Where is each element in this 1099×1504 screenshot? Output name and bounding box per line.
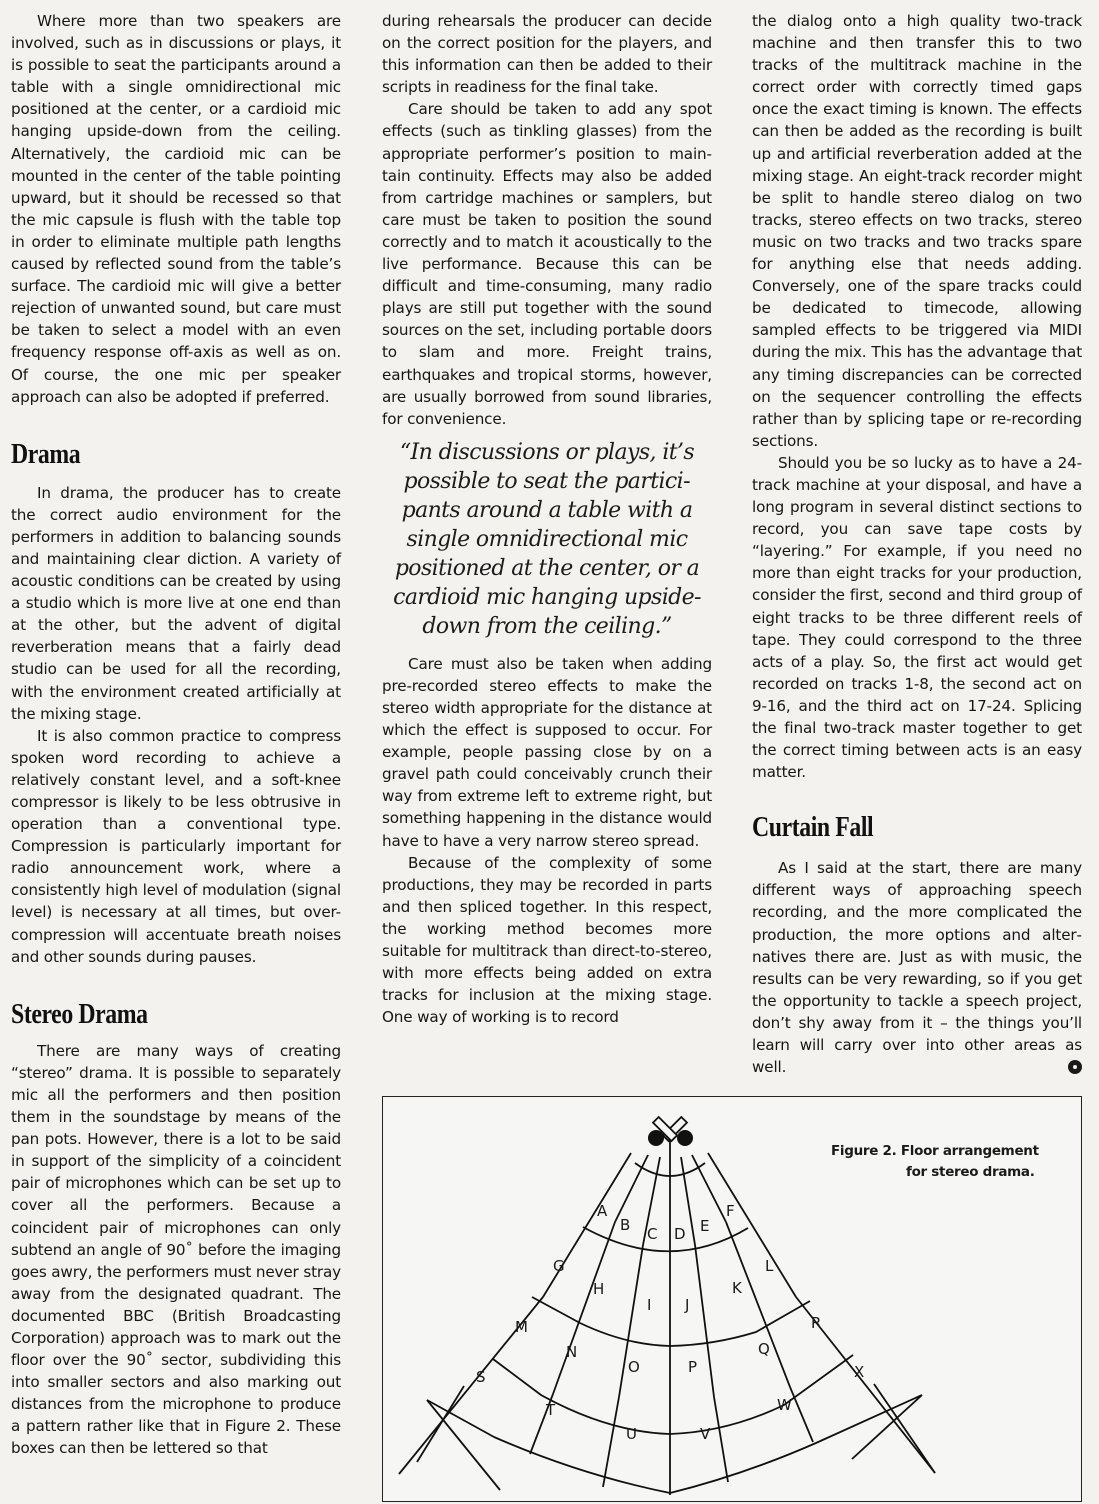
heading-stereo-drama: Stereo Drama [11, 997, 148, 1030]
zone-i: I [647, 1296, 652, 1314]
figure-floor-arrangement [382, 1096, 1082, 1502]
paragraph: the dialog onto a high quality two-track machine and then transfer this to two tracks of the multitrack machine in the correct order with correctly timed gaps once the exact timing is known. The effects can then be added as the recording is built up and artificial reverberation added at the mixing stage. An eight-track recorder might be split to handle stereo dialog on two tracks, stereo effects on two tracks, stereo music on two tracks and two tracks spare for anything else that needs adding. Conversely, one of the spare tracks could be dedicated to timecode, allowing sampled effects to be triggered via MIDI during the mix. This has the advantage that any timing discrepancies can be corrected on the sequencer controlling the effects rather than by splicing tape or re-recording sections. [752, 12, 1082, 450]
paragraph: It is also common practice to compress spoken word recording to achieve a relatively constant level, and a soft-knee compressor is likely to be less obtrusive in operation than a conventional type. Compression is particularly important for radio announcement work, where a consistently high level of modulation (signal level) is necessary at all times, but over-compression will accentuate breath noises and other sounds during pauses. [11, 726, 341, 966]
pull-quote: “In discussions or plays, it’s possible to seat the participants around a table with a single omnidirectional mic positioned at the center, or a cardioid mic hanging upside-down from the ceiling.” [393, 439, 701, 639]
zone-f: F [726, 1202, 735, 1220]
caption-line-2: for stereo drama. [906, 1164, 1035, 1180]
zone-p: P [688, 1358, 698, 1376]
zone-t: T [546, 1401, 556, 1419]
sector-grid [399, 1139, 935, 1495]
zone-c: C [647, 1225, 658, 1243]
zone-d: D [674, 1225, 686, 1243]
column-3 [752, 10, 1082, 1078]
zone-b: B [620, 1216, 631, 1234]
zone-g: G [553, 1257, 565, 1275]
zone-k: K [732, 1279, 742, 1297]
paragraph: Because of the complexity of some productions, they may be recorded in parts and then spliced together. In this respect, the working method becomes more suitable for multitrack than direct-to-stereo, with more effects being added on extra tracks for inclusion at the mixing stage. One way of working is to record [382, 853, 712, 1027]
zone-r: R [811, 1314, 822, 1332]
zone-m: M [515, 1318, 528, 1336]
zone-w: W [777, 1396, 792, 1414]
paragraph: Care should be taken to add any spot effects (such as tinkling glasses) from the appropriate performer’s position to maintain continuity. Effects may also be added from cartridge machines or samplers, but care must be taken to position the sound correctly and to match it acoustically to the live performance. Because this can be difficult and time-consuming, many radio plays are still put together with the sound sources on the set, including portable doors to slam and more. Freight trains, earthquakes and tropical storms, however, are usually borrowed from sound libraries, for convenience. [382, 100, 712, 428]
end-mark-icon [1068, 1060, 1082, 1074]
zone-j: J [685, 1296, 690, 1314]
column-2 [382, 10, 712, 1028]
caption-line-1: Figure 2. Floor arrangement [831, 1143, 1039, 1159]
zone-e: E [700, 1217, 710, 1235]
zone-a: A [597, 1202, 608, 1220]
zone-u: U [626, 1425, 637, 1443]
heading-curtain-fall: Curtain Fall [752, 811, 874, 844]
paragraph: There are many ways of creating “stereo” drama. It is possible to separately mic all the performers and then position them in the soundstage by means of the pan pots. However, there is a lot to be said in support of the simplicity of a coincident pair of microphones which can be set up to cover all the performers. Because a coincident pair of microphones can only subtend an angle of 90˚ before the imaging goes awry, the performers must never stray away from the designated quadrant. The documented BBC (British Broadcasting Corporation) approach was to mark out the floor over the 90˚ sector, subdividing this into smaller sectors and also marking out distances from the microphone to produce a pattern rather like that in Figure 2. These boxes can then be lettered so that [11, 1041, 341, 1458]
paragraph: Should you be so lucky as to have a 24-track machine at your disposal, and have a long program in several distinct sections to record, you can save tape costs by “layering.” For example, if you need no more than eight tracks for your production, consider the first, second and third group of eight tracks to be three different reels of tape. They could correspond to the three acts of a play. So, the first act would get recorded on tracks 1-8, the second act on 9-16, and the third act on 17-24. Splicing the final two-track master together to get the correct timing between acts is an easy matter. [752, 453, 1082, 782]
paragraph: Care must also be taken when adding pre-recorded stereo effects to make the stereo width appropriate for the distance at which the effect is supposed to occur. For example, people passing close by on a gravel path could conceivably crunch their way from extreme left to extreme right, but something happening in the distance would have to have a very narrow stereo spread. [382, 654, 712, 850]
zone-v: V [700, 1425, 711, 1443]
paragraph: In drama, the producer has to create the correct audio environment for the performers in addition to balancing sounds and maintaining clear diction. A variety of acoustic conditions can be created by using a studio which is more live at one end than at the other, but the advent of digital reverberation means that a fairly dead studio can be used for all the recording, with the environment created artificially at the mixing stage. [11, 483, 341, 723]
zone-o: O [628, 1358, 640, 1376]
paragraph [752, 857, 1082, 1078]
column-1 [11, 10, 341, 1460]
zone-x: X [854, 1363, 865, 1381]
zone-n: N [566, 1343, 578, 1361]
zone-h: H [593, 1280, 605, 1298]
heading-drama: Drama [11, 437, 81, 470]
paragraph-text: As I said at the start, there are many different ways of approaching speech recording, and the more complicated the production, the more options and alternatives there are. Just as with music, the results can be very rewarding, so if you get the opportunity to tackle a speech project, don’t shy away from it – the things you’ll learn will carry over into other areas as well. [752, 859, 1082, 1077]
zone-s: S [476, 1368, 486, 1386]
zone-q: Q [758, 1340, 770, 1358]
paragraph: during rehearsals the producer can decide on the correct position for the players, and this information can then be added to their scripts in readiness for the final take. [382, 12, 712, 97]
figure-caption [831, 1141, 1051, 1183]
zone-l: L [765, 1257, 774, 1275]
paragraph: Where more than two speakers are involved, such as in discussions or plays, it is possible to seat the participants around a table with a single omnidirectional mic positioned at the center, or a cardioid mic hanging upside-down from the ceiling. Alternatively, the cardioid mic can be mounted in the center of the table pointing upward, but it should be recessed so that the mic capsule is flush with the table top in order to eliminate multiple path lengths caused by reflected sound from the table’s surface. The cardioid mic will give a better rejection of unwanted sound, but care must be taken to select a model with an even frequency response off-axis as well as on. Of course, the one mic per speaker approach can also be adopted if preferred. [11, 12, 341, 406]
